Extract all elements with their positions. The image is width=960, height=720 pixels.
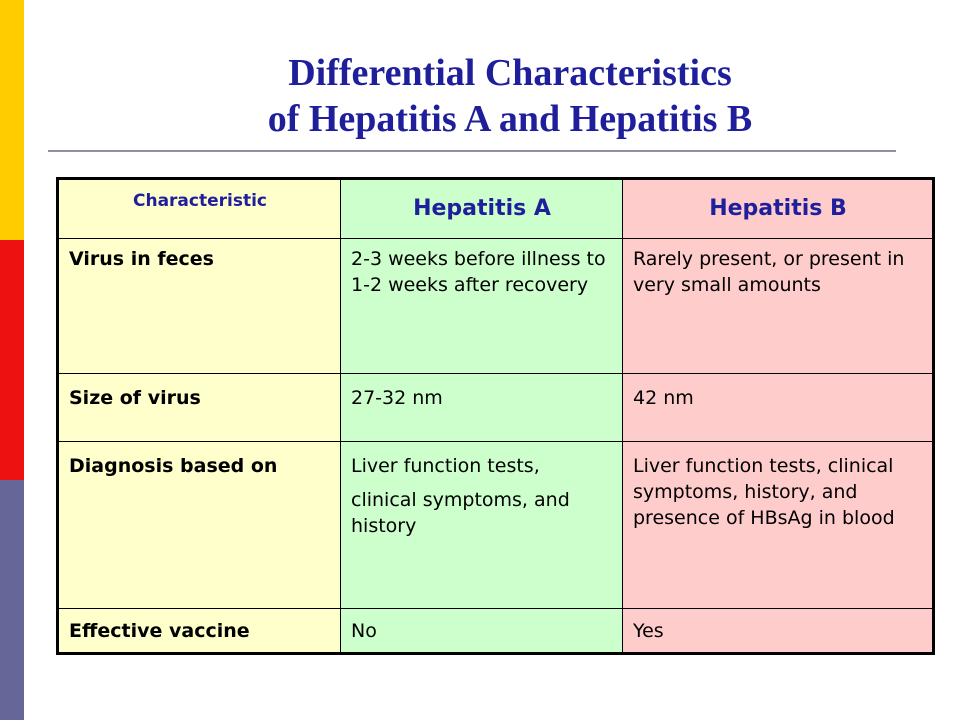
table-row bbox=[58, 442, 934, 609]
table-header-row bbox=[58, 179, 934, 239]
cell-characteristic: Virus in feces bbox=[58, 239, 341, 374]
header-hepatitis-b: Hepatitis B bbox=[623, 179, 934, 239]
cell-text: 42 nm bbox=[633, 387, 694, 409]
cell-hepatitis-b bbox=[623, 374, 934, 442]
cell-text: 27-32 nm bbox=[351, 387, 443, 409]
cell-text: Yes bbox=[633, 620, 664, 642]
cell-text: Liver function tests, clinical symptoms, history, and presence of HBsAg in blood bbox=[633, 455, 895, 529]
header-hepatitis-a: Hepatitis A bbox=[341, 179, 623, 239]
cell-text: 2-3 weeks before illness to 1-2 weeks after recovery bbox=[351, 248, 606, 296]
cell-hepatitis-b bbox=[623, 239, 934, 374]
cell-hepatitis-b bbox=[623, 609, 934, 654]
accent-bar-red bbox=[0, 240, 24, 480]
table-row bbox=[58, 609, 934, 654]
cell-hepatitis-a bbox=[341, 442, 623, 609]
cell-text: Rarely present, or present in very small amounts bbox=[633, 248, 905, 296]
cell-characteristic: Size of virus bbox=[58, 374, 341, 442]
cell-hepatitis-a bbox=[341, 374, 623, 442]
header-characteristic: Characteristic bbox=[58, 179, 341, 239]
accent-bar-blue bbox=[0, 480, 24, 720]
slide-title-line-2: of Hepatitis A and Hepatitis B bbox=[267, 98, 753, 140]
cell-characteristic: Effective vaccine bbox=[58, 609, 341, 654]
cell-hepatitis-b bbox=[623, 442, 934, 609]
table-row bbox=[58, 374, 934, 442]
table-row bbox=[58, 239, 934, 374]
accent-bar-yellow bbox=[0, 0, 24, 240]
cell-text: No bbox=[351, 620, 377, 642]
cell-text: clinical symptoms, and history bbox=[351, 489, 570, 537]
cell-hepatitis-a bbox=[341, 609, 623, 654]
cell-text: Liver function tests, bbox=[351, 455, 540, 477]
slide-title bbox=[70, 50, 950, 142]
cell-hepatitis-a bbox=[341, 239, 623, 374]
comparison-table bbox=[56, 177, 935, 655]
title-divider bbox=[48, 150, 896, 152]
cell-characteristic: Diagnosis based on bbox=[58, 442, 341, 609]
slide-title-line-1: Differential Characteristics bbox=[288, 52, 732, 94]
